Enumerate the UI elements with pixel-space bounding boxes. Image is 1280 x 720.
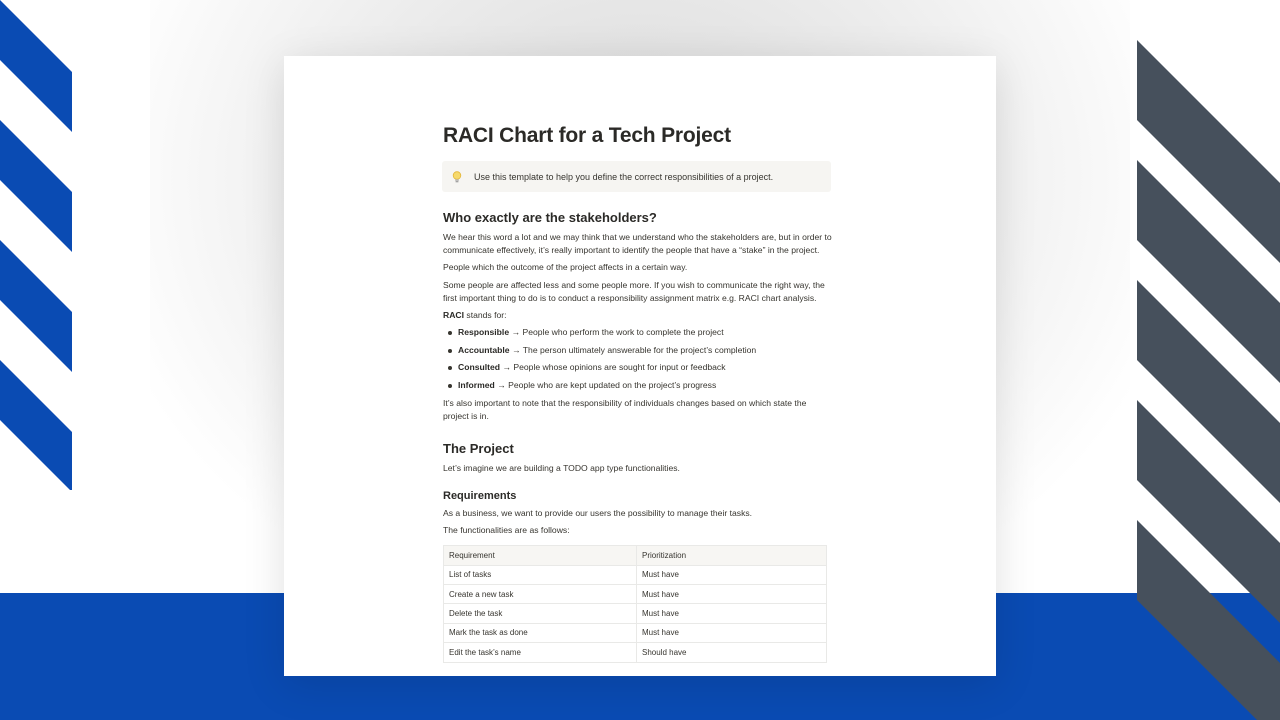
list-desc: → People who are kept updated on the project’s progress: [494, 380, 717, 390]
table-cell: Should have: [637, 643, 827, 662]
requirements-table: [443, 545, 827, 663]
decorative-stripes-left: [0, 0, 72, 490]
table-cell: List of tasks: [444, 565, 637, 584]
list-term: Consulted: [458, 362, 501, 373]
list-item-accountable: [458, 344, 833, 357]
document-body: [443, 208, 833, 663]
lightbulb-icon: [450, 170, 464, 184]
table-cell: Edit the task’s name: [444, 643, 637, 662]
heading-requirements: Requirements: [443, 490, 517, 503]
list-term: Responsible: [458, 327, 510, 338]
decorative-stripes-right: [1137, 0, 1280, 720]
list-item-consulted: [458, 361, 833, 374]
table-cell: Must have: [637, 623, 827, 642]
raci-list: [443, 326, 833, 392]
table-cell: Must have: [637, 585, 827, 604]
table-header-prioritization: Prioritization: [637, 545, 827, 565]
table-header-requirement: Requirement: [444, 545, 637, 565]
table-row: [444, 623, 827, 642]
table-cell: Must have: [637, 604, 827, 623]
paragraph-raci-stands-for: [443, 309, 833, 322]
paragraph-affected: Some people are affected less and some people more. If you wish to communicate the right way, the first important thing to do is to conduct a responsibility assignment matrix e.g. RACI chart analysis.: [443, 279, 825, 303]
table-row: [444, 604, 827, 623]
paragraph-business: As a business, we want to provide our users the possibility to manage their tasks.: [443, 508, 753, 519]
callout-text: Use this template to help you define the correct responsibilities of a project.: [474, 171, 774, 182]
list-term: Informed: [458, 380, 495, 390]
list-item-responsible: [458, 326, 833, 339]
table-cell: Create a new task: [444, 585, 637, 604]
table-header-row: [444, 545, 827, 565]
list-desc: → People who perform the work to complete the project: [509, 327, 724, 338]
list-desc: → People whose opinions are sought for input or feedback: [500, 362, 726, 373]
list-desc: → The person ultimately answerable for the project’s completion: [509, 344, 757, 355]
heading-the-project: The Project: [443, 441, 514, 456]
raci-term: RACI: [443, 310, 465, 321]
list-term: Accountable: [458, 344, 510, 355]
table-row: [444, 643, 827, 662]
table-cell: Delete the task: [444, 604, 637, 623]
table-cell: Mark the task as done: [444, 623, 637, 642]
table-row: [444, 585, 827, 604]
paragraph-responsibility-changes: It’s also important to note that the responsibility of individuals changes based on which state the project is in.: [443, 397, 807, 421]
table-cell: Must have: [637, 565, 827, 584]
document-page: [284, 56, 996, 676]
callout: [442, 161, 831, 192]
paragraph-functionalities: The functionalities are as follows:: [443, 525, 570, 536]
paragraph-stakeholders-intro: We hear this word a lot and we may think that we understand who the stakeholders are, but in order to communicate effectively, it’s really important to identify the people that have a “stake” in the project.: [443, 232, 832, 256]
table-row: [444, 565, 827, 584]
paragraph-outcome: People which the outcome of the project affects in a certain way.: [443, 262, 688, 273]
list-item-informed: [458, 379, 833, 392]
heading-stakeholders: Who exactly are the stakeholders?: [443, 210, 657, 225]
page-title: RACI Chart for a Tech Project: [443, 124, 731, 147]
raci-rest: stands for:: [464, 310, 507, 321]
paragraph-project: Let’s imagine we are building a TODO app type functionalities.: [443, 463, 680, 473]
